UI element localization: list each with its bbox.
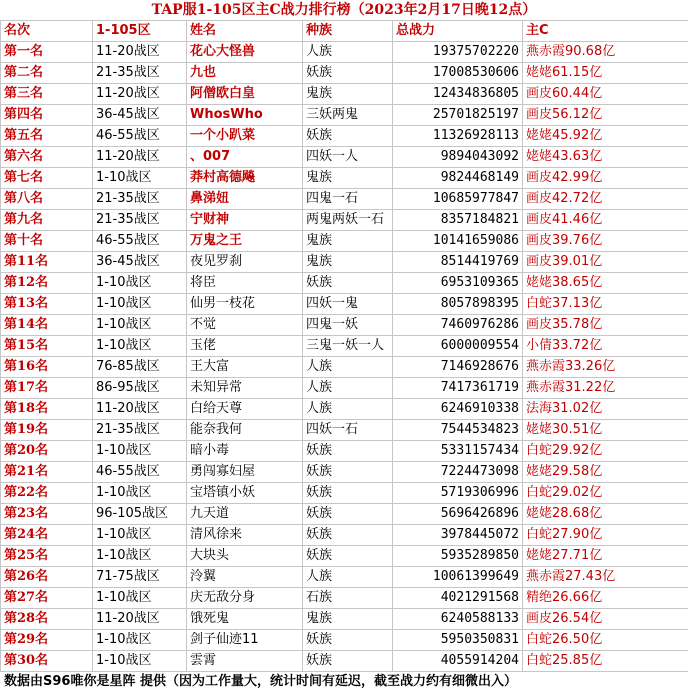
cell-zone: 11-20战区 [93, 42, 187, 63]
cell-zone: 11-20战区 [93, 399, 187, 420]
cell-main: 姥姥43.63亿 [523, 147, 688, 168]
cell-main: 白蛇25.85亿 [523, 651, 688, 672]
cell-zone: 21-35战区 [93, 420, 187, 441]
table-row [1, 231, 688, 252]
header-power: 总战力 [393, 21, 523, 42]
cell-power: 10685977847 [393, 189, 523, 210]
cell-power: 8357184821 [393, 210, 523, 231]
cell-race: 妖族 [303, 483, 393, 504]
cell-rank: 第21名 [1, 462, 93, 483]
cell-race: 妖族 [303, 273, 393, 294]
table-row [1, 525, 688, 546]
cell-race: 石族 [303, 588, 393, 609]
cell-rank: 第15名 [1, 336, 93, 357]
cell-name: 万鬼之王 [187, 231, 303, 252]
cell-rank: 第九名 [1, 210, 93, 231]
table-row [1, 630, 688, 651]
cell-power: 6240588133 [393, 609, 523, 630]
cell-power: 6953109365 [393, 273, 523, 294]
cell-name: 能奈我何 [187, 420, 303, 441]
cell-power: 7544534823 [393, 420, 523, 441]
cell-race: 四妖一人 [303, 147, 393, 168]
cell-rank: 第二名 [1, 63, 93, 84]
cell-name: 王大富 [187, 357, 303, 378]
cell-power: 17008530606 [393, 63, 523, 84]
cell-main: 姥姥30.51亿 [523, 420, 688, 441]
cell-power: 8057898395 [393, 294, 523, 315]
table-row [1, 84, 688, 105]
cell-power: 9824468149 [393, 168, 523, 189]
cell-name: 将臣 [187, 273, 303, 294]
header-race: 种族 [303, 21, 393, 42]
table-row [1, 441, 688, 462]
cell-name: 庆无敌分身 [187, 588, 303, 609]
sheet-title: TAP服1-105区主C战力排行榜（2023年2月17日晚12点） [151, 2, 537, 18]
cell-main: 姥姥38.65亿 [523, 273, 688, 294]
cell-power: 19375702220 [393, 42, 523, 63]
cell-main: 画皮39.76亿 [523, 231, 688, 252]
table-row [1, 147, 688, 168]
cell-power: 7224473098 [393, 462, 523, 483]
cell-power: 7417361719 [393, 378, 523, 399]
table-row [1, 357, 688, 378]
cell-name: 勇闯寡妇屋 [187, 462, 303, 483]
table-row [1, 210, 688, 231]
cell-name: 大块头 [187, 546, 303, 567]
cell-zone: 1-10战区 [93, 546, 187, 567]
cell-main: 燕赤霞31.22亿 [523, 378, 688, 399]
cell-race: 四妖一鬼 [303, 294, 393, 315]
cell-main: 姥姥29.58亿 [523, 462, 688, 483]
table-row [1, 294, 688, 315]
cell-power: 5950350831 [393, 630, 523, 651]
cell-rank: 第19名 [1, 420, 93, 441]
cell-main: 燕赤霞27.43亿 [523, 567, 688, 588]
cell-race: 妖族 [303, 462, 393, 483]
cell-race: 两鬼两妖一石 [303, 210, 393, 231]
cell-race: 妖族 [303, 651, 393, 672]
cell-zone: 1-10战区 [93, 294, 187, 315]
cell-power: 8514419769 [393, 252, 523, 273]
cell-name: 泠翼 [187, 567, 303, 588]
cell-race: 妖族 [303, 126, 393, 147]
cell-main: 画皮26.54亿 [523, 609, 688, 630]
table-row [1, 126, 688, 147]
table-row [1, 63, 688, 84]
cell-main: 法海31.02亿 [523, 399, 688, 420]
cell-rank: 第11名 [1, 252, 93, 273]
cell-main: 白蛇37.13亿 [523, 294, 688, 315]
cell-name: 剑子仙迹11 [187, 630, 303, 651]
cell-rank: 第六名 [1, 147, 93, 168]
table-row [1, 336, 688, 357]
cell-race: 鬼族 [303, 84, 393, 105]
table-row [1, 609, 688, 630]
cell-zone: 76-85战区 [93, 357, 187, 378]
cell-rank: 第十名 [1, 231, 93, 252]
header-row [1, 21, 688, 42]
cell-name: 鼻涕妞 [187, 189, 303, 210]
cell-main: 小倩33.72亿 [523, 336, 688, 357]
cell-power: 12434836805 [393, 84, 523, 105]
cell-race: 鬼族 [303, 168, 393, 189]
cell-main: 画皮39.01亿 [523, 252, 688, 273]
cell-name: 、007 [187, 147, 303, 168]
cell-name: 莽村高德飚 [187, 168, 303, 189]
cell-main: 画皮42.99亿 [523, 168, 688, 189]
cell-rank: 第27名 [1, 588, 93, 609]
cell-race: 三鬼一妖一人 [303, 336, 393, 357]
cell-main: 画皮60.44亿 [523, 84, 688, 105]
cell-rank: 第30名 [1, 651, 93, 672]
cell-main: 白蛇26.50亿 [523, 630, 688, 651]
cell-zone: 21-35战区 [93, 63, 187, 84]
cell-zone: 1-10战区 [93, 336, 187, 357]
cell-zone: 46-55战区 [93, 231, 187, 252]
cell-main: 白蛇29.02亿 [523, 483, 688, 504]
cell-name: 不觉 [187, 315, 303, 336]
cell-power: 6000009554 [393, 336, 523, 357]
cell-main: 画皮56.12亿 [523, 105, 688, 126]
cell-main: 画皮42.72亿 [523, 189, 688, 210]
cell-race: 鬼族 [303, 231, 393, 252]
table-row [1, 651, 688, 672]
cell-zone: 36-45战区 [93, 252, 187, 273]
cell-race: 妖族 [303, 525, 393, 546]
cell-race: 人族 [303, 357, 393, 378]
cell-power: 11326928113 [393, 126, 523, 147]
cell-rank: 第22名 [1, 483, 93, 504]
cell-name: 雲霄 [187, 651, 303, 672]
cell-power: 7460976286 [393, 315, 523, 336]
table-row [1, 546, 688, 567]
cell-power: 6246910338 [393, 399, 523, 420]
ranking-table-body [1, 21, 688, 672]
header-main: 主C [523, 21, 688, 42]
cell-race: 妖族 [303, 441, 393, 462]
table-row [1, 504, 688, 525]
cell-rank: 第25名 [1, 546, 93, 567]
header-name: 姓名 [187, 21, 303, 42]
cell-rank: 第29名 [1, 630, 93, 651]
table-row [1, 42, 688, 63]
cell-power: 9894043092 [393, 147, 523, 168]
cell-zone: 11-20战区 [93, 84, 187, 105]
cell-rank: 第14名 [1, 315, 93, 336]
cell-rank: 第三名 [1, 84, 93, 105]
cell-race: 人族 [303, 378, 393, 399]
table-row [1, 567, 688, 588]
cell-rank: 第24名 [1, 525, 93, 546]
cell-name: 清风徐来 [187, 525, 303, 546]
cell-zone: 21-35战区 [93, 210, 187, 231]
cell-zone: 1-10战区 [93, 525, 187, 546]
cell-name: 饿死鬼 [187, 609, 303, 630]
cell-zone: 71-75战区 [93, 567, 187, 588]
cell-zone: 11-20战区 [93, 609, 187, 630]
header-rank: 名次 [1, 21, 93, 42]
table-row [1, 315, 688, 336]
table-row [1, 273, 688, 294]
cell-name: 未知异常 [187, 378, 303, 399]
cell-race: 妖族 [303, 630, 393, 651]
cell-race: 鬼族 [303, 609, 393, 630]
table-row [1, 420, 688, 441]
cell-main: 画皮35.78亿 [523, 315, 688, 336]
cell-power: 10141659086 [393, 231, 523, 252]
cell-rank: 第23名 [1, 504, 93, 525]
table-row [1, 105, 688, 126]
cell-power: 5696426896 [393, 504, 523, 525]
table-row [1, 378, 688, 399]
cell-main: 姥姥28.68亿 [523, 504, 688, 525]
cell-race: 人族 [303, 42, 393, 63]
cell-name: 玉佬 [187, 336, 303, 357]
cell-zone: 21-35战区 [93, 189, 187, 210]
cell-zone: 1-10战区 [93, 588, 187, 609]
cell-main: 燕赤霞90.68亿 [523, 42, 688, 63]
table-row [1, 462, 688, 483]
cell-rank: 第20名 [1, 441, 93, 462]
cell-power: 5331157434 [393, 441, 523, 462]
cell-name: 一个小趴菜 [187, 126, 303, 147]
cell-race: 三妖两鬼 [303, 105, 393, 126]
cell-zone: 36-45战区 [93, 105, 187, 126]
cell-zone: 11-20战区 [93, 147, 187, 168]
cell-rank: 第12名 [1, 273, 93, 294]
cell-main: 画皮41.46亿 [523, 210, 688, 231]
cell-rank: 第七名 [1, 168, 93, 189]
cell-name: 暗小毒 [187, 441, 303, 462]
cell-race: 四妖一石 [303, 420, 393, 441]
cell-name: 九天道 [187, 504, 303, 525]
cell-race: 妖族 [303, 63, 393, 84]
header-zone: 1-105区 [93, 21, 187, 42]
cell-main: 姥姥61.15亿 [523, 63, 688, 84]
cell-name: 九也 [187, 63, 303, 84]
cell-zone: 1-10战区 [93, 441, 187, 462]
cell-name: 夜见罗刹 [187, 252, 303, 273]
cell-race: 人族 [303, 567, 393, 588]
cell-main: 白蛇27.90亿 [523, 525, 688, 546]
cell-zone: 86-95战区 [93, 378, 187, 399]
cell-name: 白给天尊 [187, 399, 303, 420]
cell-main: 燕赤霞33.26亿 [523, 357, 688, 378]
cell-zone: 1-10战区 [93, 273, 187, 294]
cell-name: 阿僧欧白皇 [187, 84, 303, 105]
cell-rank: 第16名 [1, 357, 93, 378]
table-row [1, 252, 688, 273]
cell-power: 5935289850 [393, 546, 523, 567]
cell-rank: 第28名 [1, 609, 93, 630]
cell-power: 25701825197 [393, 105, 523, 126]
cell-power: 5719306996 [393, 483, 523, 504]
cell-power: 4021291568 [393, 588, 523, 609]
cell-name: 宁财神 [187, 210, 303, 231]
cell-race: 人族 [303, 399, 393, 420]
cell-rank: 第四名 [1, 105, 93, 126]
cell-zone: 46-55战区 [93, 462, 187, 483]
cell-name: 花心大怪兽 [187, 42, 303, 63]
cell-main: 姥姥45.92亿 [523, 126, 688, 147]
cell-main: 姥姥27.71亿 [523, 546, 688, 567]
table-row [1, 588, 688, 609]
cell-zone: 46-55战区 [93, 126, 187, 147]
cell-main: 精绝26.66亿 [523, 588, 688, 609]
cell-rank: 第五名 [1, 126, 93, 147]
cell-zone: 1-10战区 [93, 315, 187, 336]
cell-race: 四鬼一石 [303, 189, 393, 210]
cell-power: 7146928676 [393, 357, 523, 378]
table-row [1, 399, 688, 420]
cell-name: WhosWho [187, 105, 303, 126]
table-row [1, 168, 688, 189]
cell-zone: 1-10战区 [93, 483, 187, 504]
cell-name: 宝塔镇小妖 [187, 483, 303, 504]
cell-zone: 1-10战区 [93, 651, 187, 672]
cell-power: 10061399649 [393, 567, 523, 588]
cell-rank: 第一名 [1, 42, 93, 63]
cell-rank: 第13名 [1, 294, 93, 315]
cell-zone: 1-10战区 [93, 168, 187, 189]
cell-zone: 96-105战区 [93, 504, 187, 525]
cell-name: 仙男一枝花 [187, 294, 303, 315]
cell-power: 3978445072 [393, 525, 523, 546]
cell-race: 妖族 [303, 546, 393, 567]
cell-race: 妖族 [303, 504, 393, 525]
ranking-table [0, 20, 688, 672]
cell-zone: 1-10战区 [93, 630, 187, 651]
cell-rank: 第26名 [1, 567, 93, 588]
cell-rank: 第17名 [1, 378, 93, 399]
cell-rank: 第18名 [1, 399, 93, 420]
cell-race: 鬼族 [303, 252, 393, 273]
cell-race: 四鬼一妖 [303, 315, 393, 336]
cell-power: 4055914204 [393, 651, 523, 672]
table-row [1, 189, 688, 210]
data-source-footer: 数据由S96唯你是星阵 提供（因为工作量大，统计时间有延迟，截至战力约有细微出入） [4, 674, 517, 689]
cell-main: 白蛇29.92亿 [523, 441, 688, 462]
cell-rank: 第八名 [1, 189, 93, 210]
table-row [1, 483, 688, 504]
